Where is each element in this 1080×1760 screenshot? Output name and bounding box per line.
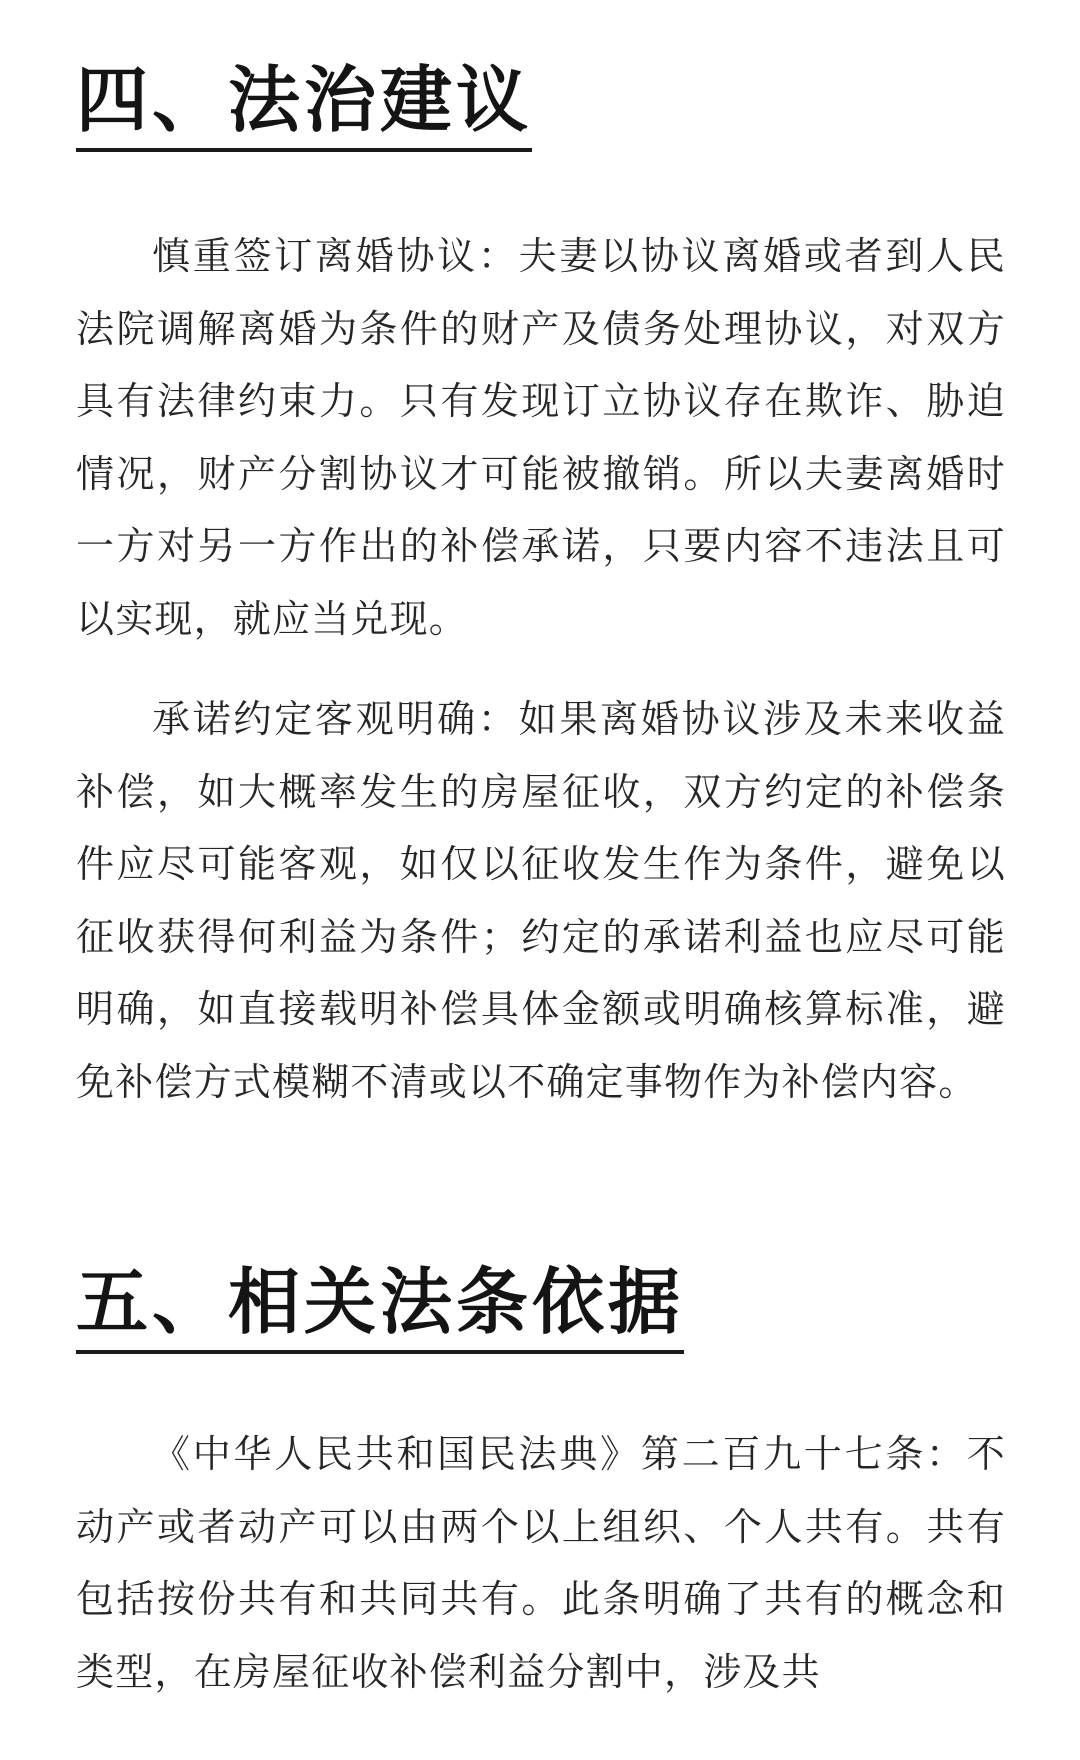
section-heading-four: 四、法治建议 bbox=[76, 64, 532, 152]
section-heading-five: 五、相关法条依据 bbox=[76, 1266, 684, 1354]
paragraph-civil-code-article: 《中华人民共和国民法典》第二百九十七条：不动产或者动产可以由两个以上组织、个人共有。共有包括按份共有和共同共有。此条明确了共有的概念和类型，在房屋征收补偿利益分割中，涉及共 bbox=[76, 1432, 1006, 1694]
paragraph-promise-terms: 承诺约定客观明确：如果离婚协议涉及未来收益补偿，如大概率发生的房屋征收，双方约定的补偿条件应尽可能客观，如仅以征收发生作为条件，避免以征收获得何利益为条件；约定的承诺利益也应尽可能明确，如直接载明补偿具体金额或明确核算标准，避免补偿方式模糊不清或以不确定事物作为补偿内容。 bbox=[76, 697, 1006, 1104]
paragraph-divorce-agreement: 慎重签订离婚协议：夫妻以协议离婚或者到人民法院调解离婚为条件的财产及债务处理协议，对双方具有法律约束力。只有发现订立协议存在欺诈、胁迫情况，财产分割协议才可能被撤销。所以夫妻离婚时一方对另一方作出的补偿承诺，只要内容不违法且可以实现，就应当兑现。 bbox=[76, 234, 1006, 641]
